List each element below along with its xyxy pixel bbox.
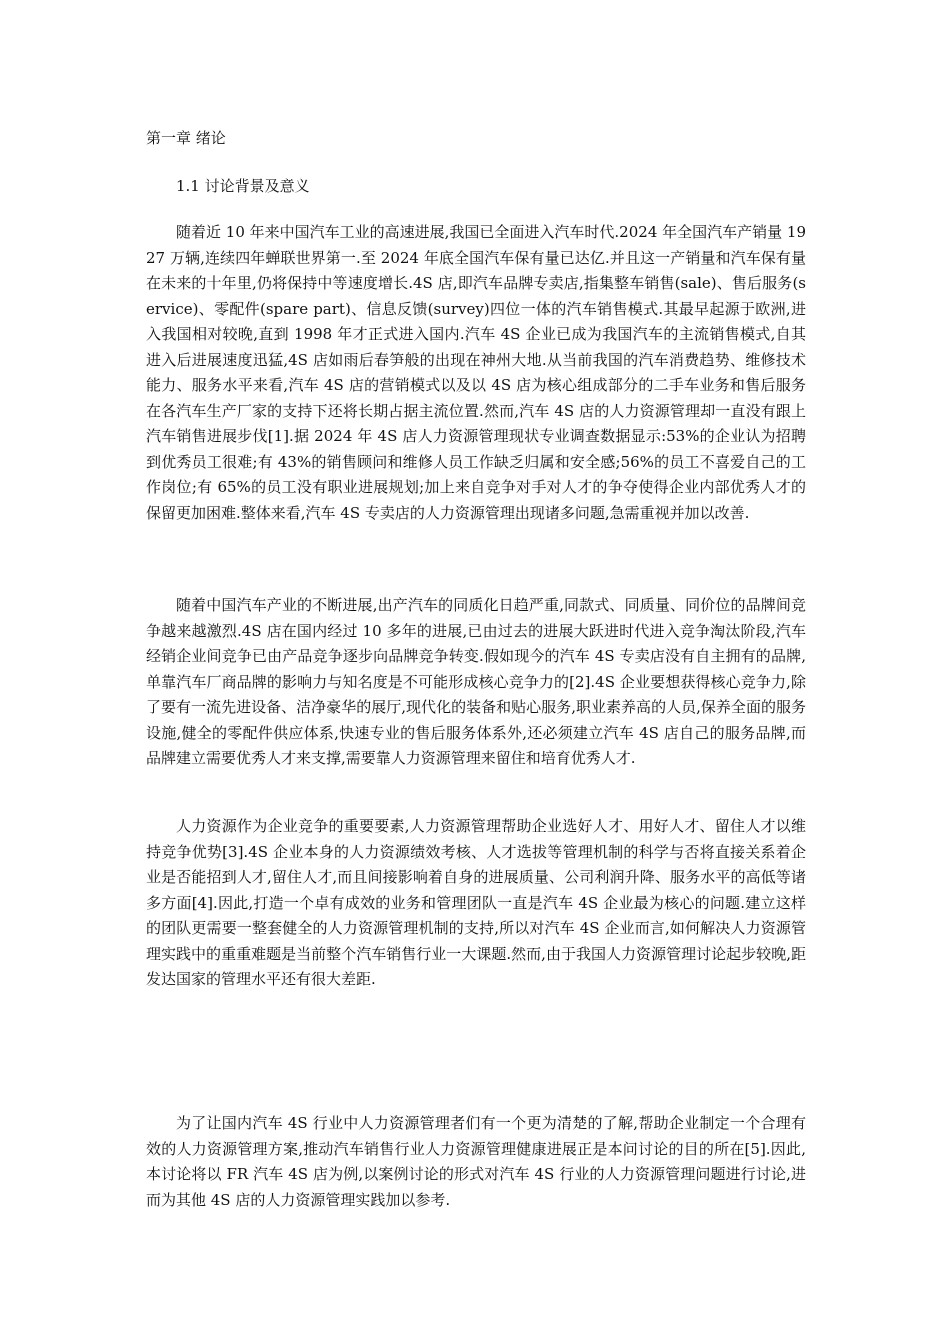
paragraph-brand-competition: 随着中国汽车产业的不断进展,出产汽车的同质化日趋严重,同款式、同质量、同价位的品牌间竞争越来越激烈.4S 店在国内经过 10 多年的进展,已由过去的进展大跃进时代进入竞争淘汰阶段,汽车经销企业间竞争已由产品竞争逐步向品牌竞争转变.假如现今的汽车 4S 专卖店没有自主拥有的品牌,单靠汽车厂商品牌的影响力与知名度是不可能形成核心竞争力的[2].4S 企业要想获得核心竞争力,除了要有一流先进设备、洁净豪华的展厅,现代化的装备和贴心服务,职业素养高的人员,保养全面的服务设施,健全的零配件供应体系,快速专业的售后服务体系外,还必须建立汽车 4S 店自己的服务品牌,而品牌建立需要优秀人才来支撑,需要靠人力资源管理来留住和培育优秀人才. [146, 596, 806, 767]
paragraph-human-resources: 人力资源作为企业竞争的重要要素,人力资源管理帮助企业选好人才、用好人才、留住人才以维持竞争优势[3].4S 企业本身的人力资源绩效考核、人才选拔等管理机制的科学与否将直接关系着企业是否能招到人才,留住人才,而且间接影响着自身的进展质量、公司利润升降、服务水平的高低等诸多方面[4].因此,打造一个卓有成效的业务和管理团队一直是汽车 4S 企业最为核心的问题.建立这样的团队更需要一整套健全的人力资源管理机制的支持,所以对汽车 4S 企业而言,如何解决人力资源管理实践中的重重难题是当前整个汽车销售行业一大课题.然而,由于我国人力资源管理讨论起步较晚,距发达国家的管理水平还有很大差距. [146, 817, 806, 988]
chapter-title: 第一章 绪论 [146, 129, 226, 147]
paragraph-research-purpose: 为了让国内汽车 4S 行业中人力资源管理者们有一个更为清楚的了解,帮助企业制定一个合理有效的人力资源管理方案,推动汽车销售行业人力资源管理健康进展正是本问讨论的目的所在[5].因此,本讨论将以 FR 汽车 4S 店为例,以案例讨论的形式对汽车 4S 行业的人力资源管理问题进行讨论,进而为其他 4S 店的人力资源管理实践加以参考. [146, 1114, 806, 1209]
section-title: 1.1 讨论背景及意义 [176, 177, 310, 195]
paragraph-background: 随着近 10 年来中国汽车工业的高速进展,我国已全面进入汽车时代.2024 年全国汽车产销量 1927 万辆,连续四年蝉联世界第一.至 2024 年底全国汽车保有量已达亿.并且这一产销量和汽车保有量在未来的十年里,仍将保持中等速度增长.4S 店,即汽车品牌专卖店,指集整车销售(sale)、售后服务(service)、零配件(spare part)、信息反馈(survey)四位一体的汽车销售模式.其最早起源于欧洲,进入我国相对较晚,直到 1998 年才正式进入国内.汽车 4S 企业已成为我国汽车的主流销售模式,自其进入后进展速度迅猛,4S 店如雨后春笋般的出现在神州大地.从当前我国的汽车消费趋势、维修技术能力、服务水平来看,汽车 4S 店的营销模式以及以 4S 店为核心组成部分的二手车业务和售后服务在各汽车生产厂家的支持下还将长期占据主流位置.然而,汽车 4S 店的人力资源管理却一直没有跟上汽车销售进展步伐[1].据 2024 年 4S 店人力资源管理现状专业调查数据显示:53%的企业认为招聘到优秀员工很难;有 43%的销售顾问和维修人员工作缺乏归属和安全感;56%的员工不喜爱自己的工作岗位;有 65%的员工没有职业进展规划;加上来自竞争对手对人才的争夺使得企业内部优秀人才的保留更加困难.整体来看,汽车 4S 专卖店的人力资源管理出现诸多问题,急需重视并加以改善. [146, 223, 806, 522]
